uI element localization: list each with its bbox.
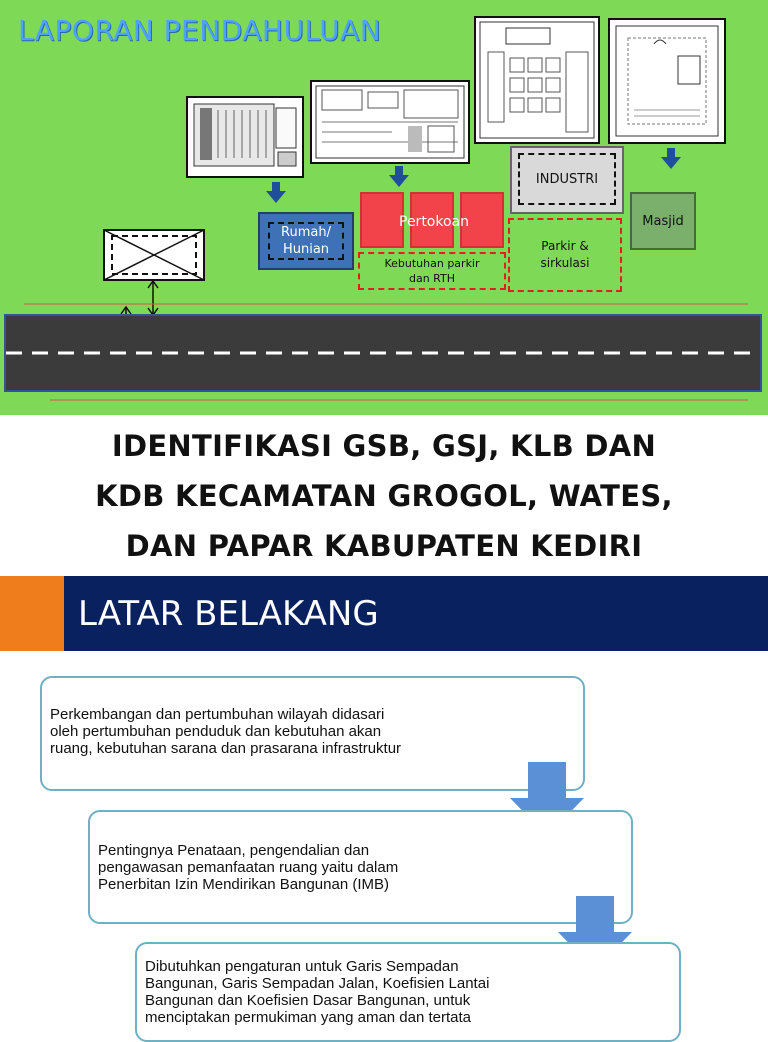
road	[4, 314, 762, 392]
industri-block	[510, 146, 624, 214]
pertokoan-label: Pertokoan	[399, 214, 469, 230]
down-arrow-icon	[660, 148, 682, 170]
flow-step-3: Dibutuhkan pengaturan untuk Garis Sempadan Bangunan, Garis Sempadan Jalan, Koefisien Lantai Bangunan dan Koefisien Dasar Bangunan, untuk menciptakan permukiman yang aman dan tertata	[135, 942, 681, 1042]
floor-plan-image	[474, 16, 600, 144]
slide-laporan-pendahuluan	[0, 0, 768, 415]
floor-plan-image	[186, 96, 304, 178]
rumah-hunian-label: Rumah/ Hunian	[268, 222, 344, 260]
down-arrow-icon	[265, 182, 287, 204]
parkir-sirkulasi-label: Parkir & sirkulasi	[508, 218, 622, 292]
building-envelope-icon	[102, 228, 206, 282]
flow-step-1: Perkembangan dan pertumbuhan wilayah didasari oleh pertumbuhan penduduk dan kebutuhan akan ruang, kebutuhan sarana dan prasarana infrastruktur	[40, 676, 585, 791]
section-title: LATAR BELAKANG	[78, 593, 379, 634]
masjid-block: Masjid	[630, 192, 696, 250]
slide-title: LAPORAN PENDAHULUAN	[18, 14, 382, 47]
report-title-text: IDENTIFIKASI GSB, GSJ, KLB DAN KDB KECAMATAN GROGOL, WATES, DAN PAPAR KABUPATEN KEDIRI	[95, 429, 673, 563]
floor-plan-image	[310, 80, 470, 164]
flow-step-2: Pentingnya Penataan, pengendalian dan pengawasan pemanfaatan ruang yaitu dalam Penerbitan Izin Mendirikan Bangunan (IMB)	[88, 810, 633, 924]
kebutuhan-parkir-rth-label: Kebutuhan parkir dan RTH	[358, 252, 506, 290]
floor-plan-image	[608, 18, 726, 144]
report-title	[0, 416, 768, 576]
header-accent-bar	[0, 576, 64, 651]
section-header	[0, 576, 768, 651]
road-centerline	[6, 316, 760, 390]
down-arrow-icon	[388, 166, 410, 188]
rumah-hunian-block	[258, 212, 354, 270]
industri-label: INDUSTRI	[518, 153, 616, 205]
